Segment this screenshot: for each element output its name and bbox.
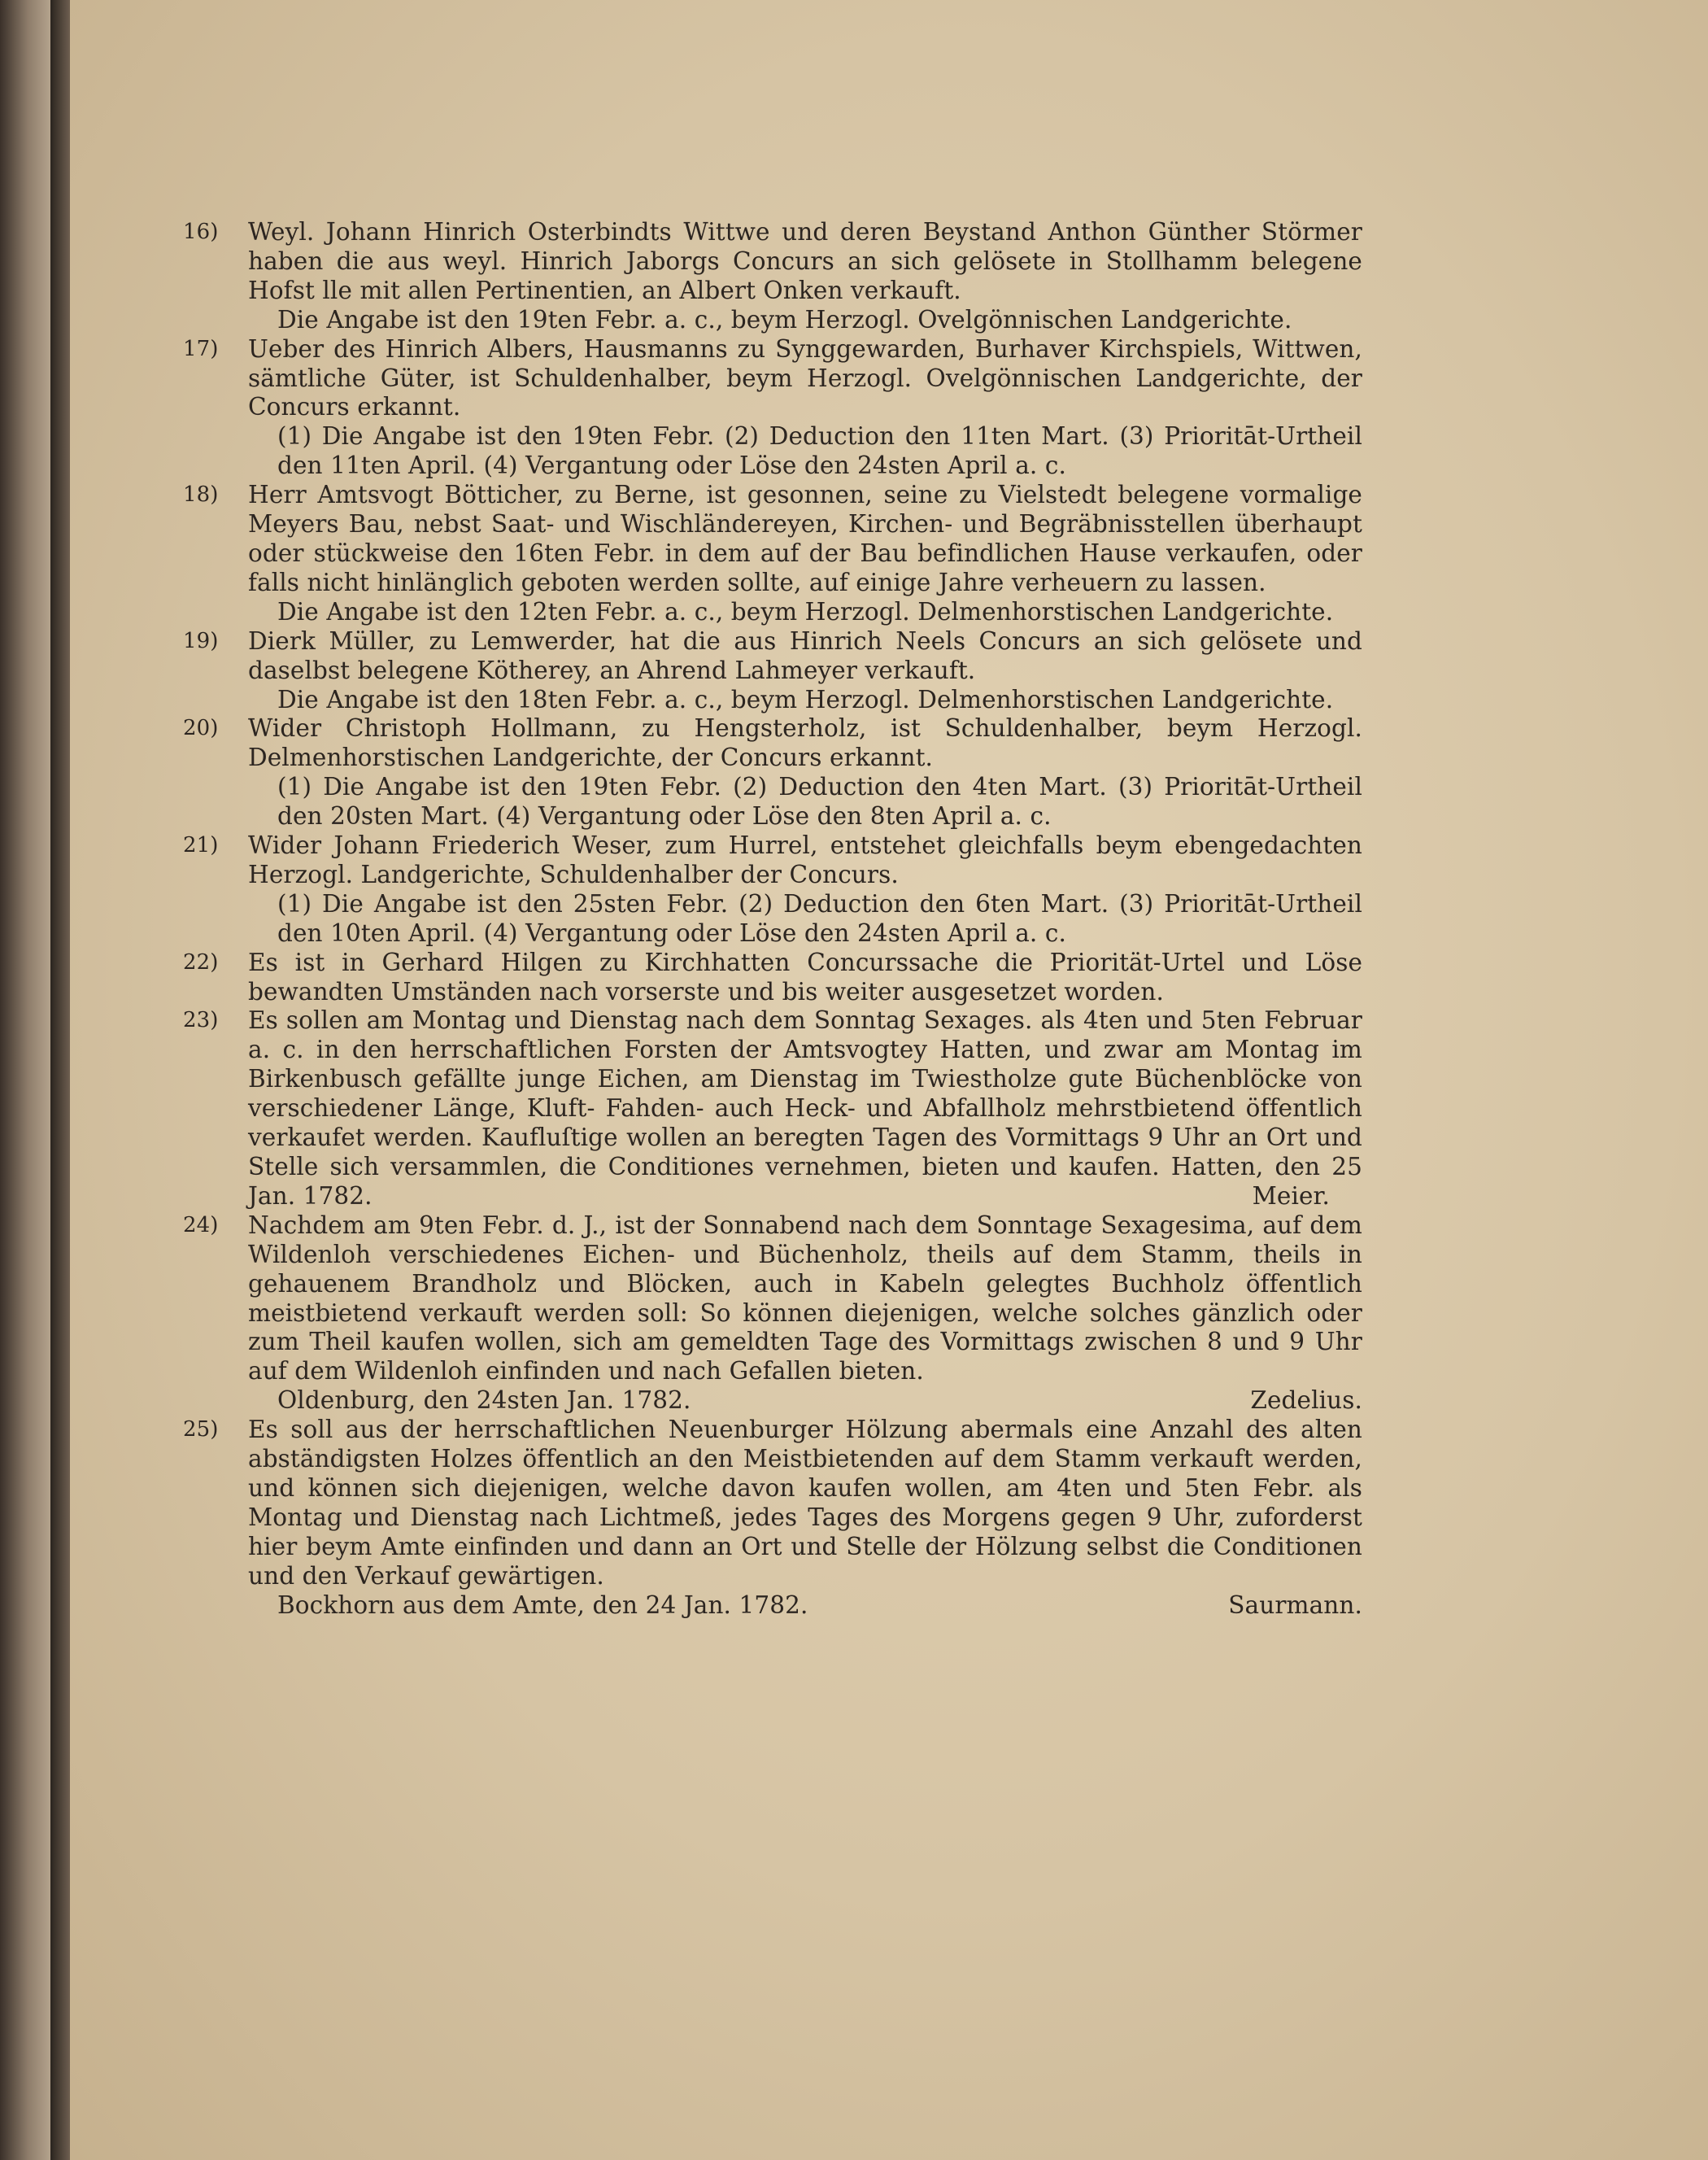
entry-body: Nachdem am 9ten Febr. d. J., ist der Sonnabend nach dem Sonntage Sexagesima, auf dem Wildenloh verschiedenes Eichen- und Büchenholz, theils auf dem Stamm, theils in gehauenem Brandholz und Blöcken, auch in Kabeln gelegtes Buchholz öffentlich meistbietend verkauft werden soll: So können diejenigen, welche solches gänzlich oder zum Theil kaufen wollen, sich am gemeldten Tage des Vormittags zwischen 8 und 9 Uhr auf dem Wildenloh einfinden und nach Gefallen bieten. xyxy=(248,1211,1362,1385)
entry-closing xyxy=(248,1591,1362,1621)
entry-body-text: Es sollen am Montag und Dienstag nach dem Sonntag Sexages. als 4ten und 5ten Februar a. c. in den herrschaftlichen Forsten der Amtsvogtey Hatten, und zwar am Montag im Birkenbusch gefällte junge Eichen, am Dienstag im Twiestholze gute Büchenblöcke von verschiedener Länge, Kluft- Fahden- auch Heck- und Abfallholz mehrstbietend öffentlich verkaufet werden. Kaufluſtige wollen an beregten Tagen des Vormittags 9 Uhr an Ort und Stelle sich versammlen, die Conditiones vernehmen, bieten und kaufen. Hatten, den 25 Jan. 1782. xyxy=(248,1006,1362,1210)
entry-number: 22) xyxy=(183,949,219,975)
entry-signature: Meier. xyxy=(1252,1181,1330,1210)
entry-body: Herr Amtsvogt Bötticher, zu Berne, ist gesonnen, seine zu Vielstedt belegene vormalige Meyers Bau, nebst Saat- und Wischländereyen, Kirchen- und Begräbnisstellen überhaupt oder stückweise den 16ten Febr. in dem auf der Bau befindlichen Hause verkaufen, oder falls nicht hinlänglich geboten werden sollte, auf einige Jahre verheuern zu lassen. xyxy=(248,481,1362,596)
entry-20 xyxy=(183,714,1362,831)
entry-place-date: Bockhorn aus dem Amte, den 24 Jan. 1782. xyxy=(277,1591,808,1619)
entry-closing xyxy=(248,1386,1362,1416)
page-text xyxy=(183,218,1362,1621)
entry-number: 24) xyxy=(183,1212,219,1237)
entry-number: 18) xyxy=(183,482,219,508)
facing-page-edge xyxy=(0,0,50,2160)
entry-schedule: (1) Die Angabe ist den 25sten Febr. (2) Deduction den 6ten Mart. (3) Prioritāt-Urtheil den 10ten April. (4) Vergantung oder Löse den 24sten April a. c. xyxy=(277,889,1362,947)
entry-number: 20) xyxy=(183,716,219,741)
entry-19 xyxy=(183,627,1362,715)
entry-25 xyxy=(183,1416,1362,1620)
entry-note: Die Angabe ist den 12ten Febr. a. c., beym Herzogl. Delmenhorstischen Landgerichte. xyxy=(277,597,1334,626)
entry-body: Es soll aus der herrschaftlichen Neuenburger Hölzung abermals eine Anzahl des alten abständigsten Holzes öffentlich an den Meistbietenden auf dem Stamm verkauft werden, und können sich diejenigen, welche davon kaufen wollen, am 4ten und 5ten Febr. als Montag und Dienstag nach Lichtmeß, jedes Tages des Morgens gegen 9 Uhr, zuforderst hier beym Amte einfinden und dann an Ort und Stelle der Hölzung selbst die Conditionen und den Verkauf gewärtigen. xyxy=(248,1416,1362,1590)
entry-schedule: (1) Die Angabe ist den 19ten Febr. (2) Deduction den 4ten Mart. (3) Prioritāt-Urtheil den 20sten Mart. (4) Vergantung oder Löse den 8ten April a. c. xyxy=(277,773,1362,831)
entry-place-date: Oldenburg, den 24sten Jan. 1782. xyxy=(277,1386,691,1415)
entry-body: Wider Christoph Hollmann, zu Hengsterholz, ist Schuldenhalber, beym Herzogl. Delmenhorstischen Landgerichte, der Concurs erkannt. xyxy=(248,714,1362,772)
book-gutter xyxy=(50,0,70,2160)
entry-body: Ueber des Hinrich Albers, Hausmanns zu Synggewarden, Burhaver Kirchspiels, Wittwen, sämtliche Güter, ist Schuldenhalber, beym Herzogl. Ovelgönnischen Landgerichte, der Concurs erkannt. xyxy=(248,334,1362,421)
entry-18 xyxy=(183,481,1362,627)
entry-body: Weyl. Johann Hinrich Osterbindts Wittwe und deren Beystand Anthon Günther Störmer haben die aus weyl. Hinrich Jaborgs Concurs an sich gelösete in Stollhamm belegene Hofst lle mit allen Pertinentien, an Albert Onken verkauft. xyxy=(248,218,1362,304)
entry-number: 16) xyxy=(183,220,219,244)
entry-body: Dierk Müller, zu Lemwerder, hat die aus Hinrich Neels Concurs an sich gelösete und daselbst belegene Kötherey, an Ahrend Lahmeyer verkauft. xyxy=(248,626,1362,684)
entry-note: Die Angabe ist den 19ten Febr. a. c., beym Herzogl. Ovelgönnischen Landgerichte. xyxy=(277,305,1292,334)
entry-24 xyxy=(183,1211,1362,1416)
entry-16 xyxy=(183,218,1362,335)
entry-body: Es ist in Gerhard Hilgen zu Kirchhatten Concurssache die Priorität-Urtel und Löse bewandten Umständen nach vorserste und bis weiter ausgesetzet worden. xyxy=(248,948,1362,1006)
entry-22 xyxy=(183,949,1362,1007)
entry-body xyxy=(248,1006,1362,1211)
entry-number: 21) xyxy=(183,833,219,858)
entry-note: Die Angabe ist den 18ten Febr. a. c., beym Herzogl. Delmenhorstischen Landgerichte. xyxy=(277,685,1334,713)
entry-number: 23) xyxy=(183,1008,219,1033)
entry-23 xyxy=(183,1006,1362,1211)
entry-schedule: (1) Die Angabe ist den 19ten Febr. (2) Deduction den 11ten Mart. (3) Prioritāt-Urtheil den 11ten April. (4) Vergantung oder Löse den 24sten April a. c. xyxy=(277,422,1362,480)
entry-17 xyxy=(183,335,1362,482)
entry-signature: Zedelius. xyxy=(1250,1386,1362,1415)
entry-number: 17) xyxy=(183,336,219,361)
entry-signature: Saurmann. xyxy=(1228,1591,1362,1619)
entry-number: 19) xyxy=(183,628,219,653)
entry-21 xyxy=(183,831,1362,949)
entry-number: 25) xyxy=(183,1417,219,1442)
entry-body: Wider Johann Friederich Weser, zum Hurrel, entstehet gleichfalls beym ebengedachten Herzogl. Landgerichte, Schuldenhalber der Concurs. xyxy=(248,831,1362,888)
